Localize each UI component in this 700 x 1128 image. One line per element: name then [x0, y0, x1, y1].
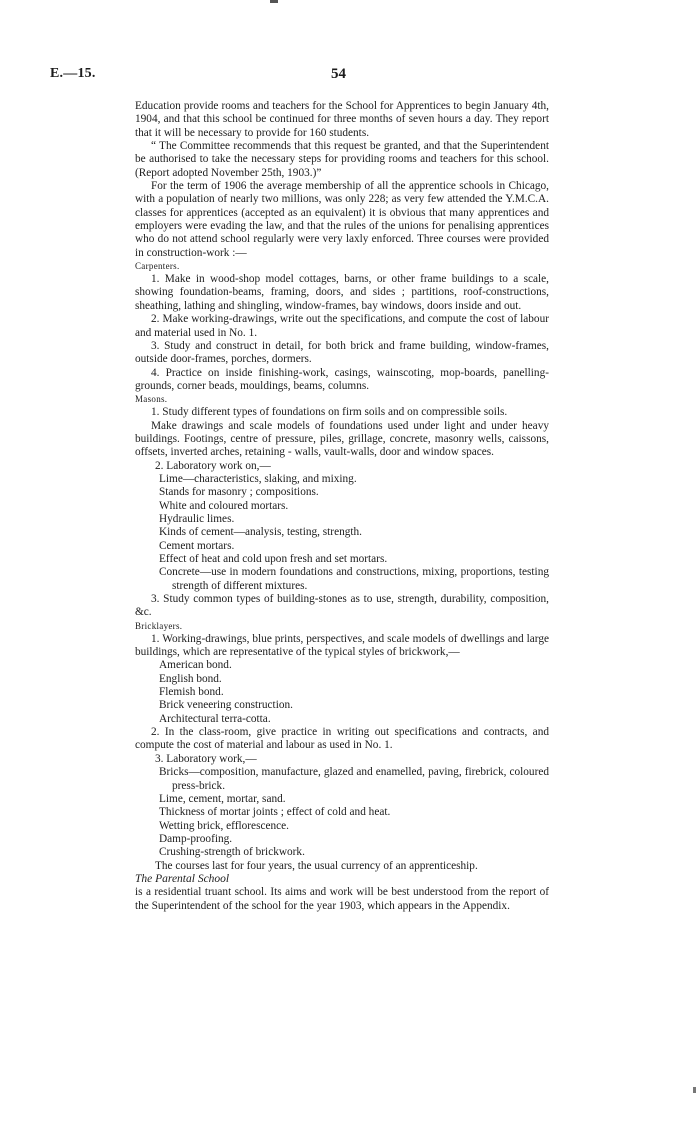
scan-mark — [693, 1087, 696, 1093]
carpenters-item: 3. Study and construct in detail, for both brick and frame building, window-frames, outside door-frames, porches, dormers. — [135, 339, 549, 366]
page-number: 54 — [331, 66, 346, 82]
heading-carpenters: Carpenters. — [135, 261, 180, 272]
bricklayers-lab-item: Lime, cement, mortar, sand. — [159, 792, 286, 805]
masons-lab-item: Lime—characteristics, slaking, and mixing. — [159, 472, 357, 485]
masons-lab-item: Kinds of cement—analysis, testing, strength. — [159, 526, 362, 539]
paragraph-parental-school: is a residential truant school. Its aims and work will be best understood from the report of the Superintendent of the school for the year 1903, which appears in the Appendix. — [135, 886, 549, 912]
bricklayers-lab-item: Wetting brick, efflorescence. — [159, 819, 289, 832]
masons-lab-item: Effect of heat and cold upon fresh and set mortars. — [159, 553, 388, 565]
masons-lab-item: Hydraulic limes. — [159, 512, 235, 525]
paragraph-term-1906: For the term of 1906 the average membership of all the apprentice schools in Chicago, with a population of nearly two millions, was only 228; as very few attended the Y.M.C.A. classes for apprentices (accepted as an equivalent) it is obvious that many apprentices and employers were evading the law, and that the rules of the unions for penalising apprentices who do not attend school regularly were very laxly enforced. Three courses were provided in construction-work :— — [135, 180, 549, 259]
bricklayers-bond: English bond. — [159, 672, 222, 685]
bricklayers-item: 2. In the class-room, give practice in writing out specifications and contracts, and compute the cost of material and labour as used in No. 1. — [135, 726, 549, 752]
masons-lab-item: Cement mortars. — [159, 539, 235, 552]
masons-lab-item: Concrete—use in modern foundations and constructions, mixing, proportions, testing strength of different mixtures. — [159, 566, 549, 592]
bricklayers-lab-item: Damp-proofing. — [159, 832, 233, 845]
paragraph-committee-quote: “ The Committee recommends that this request be granted, and that the Superintendent be authorised to take the necessary steps for providing rooms and teachers for this school. (Report adopted November 25th, 1903.)” — [135, 140, 549, 179]
masons-item: 2. Laboratory work on,— — [155, 459, 271, 472]
body-text — [135, 100, 549, 913]
scan-mark — [270, 0, 278, 3]
bricklayers-lab-item: Thickness of mortar joints ; effect of cold and heat. — [159, 806, 391, 819]
bricklayers-bond: American bond. — [159, 659, 232, 672]
bricklayers-bond: Flemish bond. — [159, 686, 224, 699]
masons-lab-item: Stands for masonry ; compositions. — [159, 486, 319, 499]
courses-closing: The courses last for four years, the usual currency of an apprenticeship. — [155, 859, 478, 872]
carpenters-item: 4. Practice on inside finishing-work, casings, wainscoting, mop-boards, panelling-grounds, corner beads, mouldings, beams, columns. — [135, 366, 549, 392]
carpenters-item: 2. Make working-drawings, write out the specifications, and compute the cost of labour and material used in No. 1. — [135, 313, 549, 339]
section-title-parental-school: The Parental School — [135, 872, 230, 885]
bricklayers-bond: Brick veneering construction. — [159, 699, 293, 712]
bricklayers-lab-item: Bricks—composition, manufacture, glazed and enamelled, paving, firebrick, coloured press-brick. — [159, 766, 549, 792]
bricklayers-item: 1. Working-drawings, blue prints, perspectives, and scale models of dwellings and large buildings, which are representative of the typical styles of brickwork,— — [135, 632, 549, 659]
masons-lab-item: White and coloured mortars. — [159, 499, 289, 512]
document-code: E.—15. — [50, 66, 96, 81]
bricklayers-bond: Architectural terra-cotta. — [159, 712, 271, 725]
bricklayers-lab-item: Crushing-strength of brickwork. — [159, 846, 305, 859]
masons-item-detail: Make drawings and scale models of foundations used under light and under heavy buildings. Footings, centre of pressure, piles, grillage, concrete, masonry wells, caissons, offsets, inverted arches, retaining - walls, vault-walls, door and window spaces. — [135, 419, 549, 459]
carpenters-item: 1. Make in wood-shop model cottages, barns, or other frame buildings to a scale, showing foundation-beams, framing, doors, and sides ; partitions, roof-constructions, sheathing, lathing and shingling, window-frames, bay windows, doors inside and out. — [135, 273, 549, 312]
heading-masons: Masons. — [135, 394, 168, 405]
masons-item: 1. Study different types of foundations on firm soils and on compressible soils. — [151, 406, 508, 419]
bricklayers-item: 3. Laboratory work,— — [155, 752, 257, 765]
heading-bricklayers: Bricklayers. — [135, 620, 183, 631]
masons-item: 3. Study common types of building-stones as to use, strength, durability, composition, &c. — [135, 593, 549, 619]
paragraph-continuation: Education provide rooms and teachers for the School for Apprentices to begin January 4th, 1904, and that this school be continued for three months of seven hours a day. They report that it will be necessary to provide for 160 students. — [135, 100, 549, 139]
